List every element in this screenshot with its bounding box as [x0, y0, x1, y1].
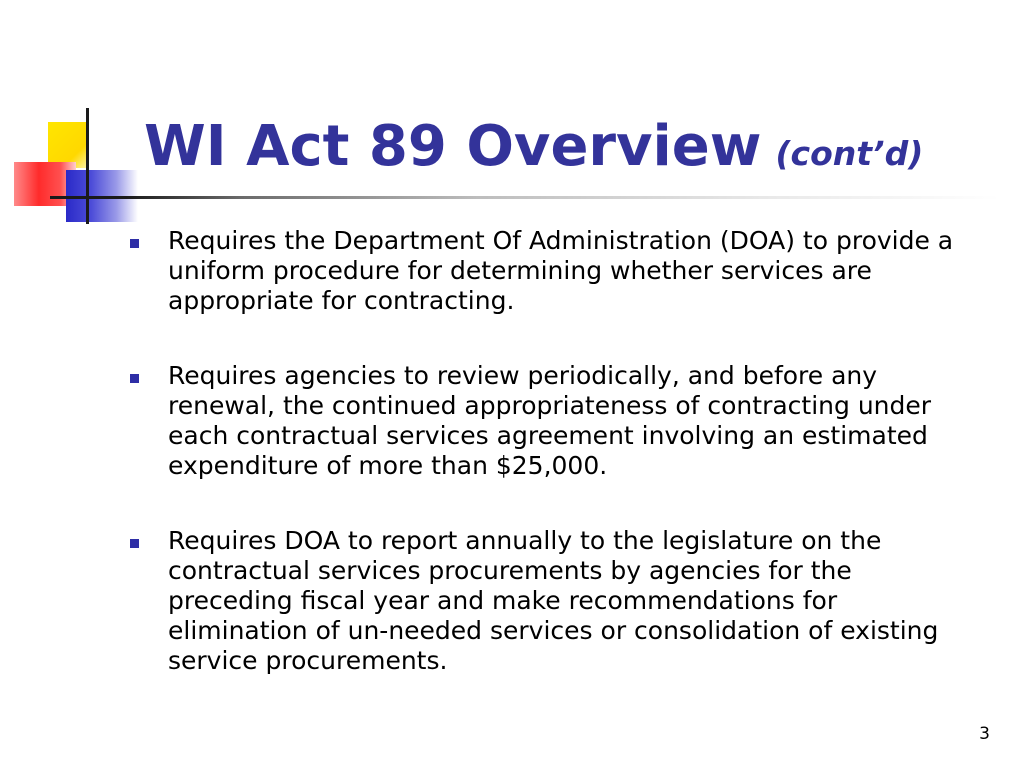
bullet-item: [130, 526, 970, 676]
bullet-item: [130, 361, 970, 481]
slide-title-suffix: (cont’d): [775, 134, 924, 173]
square-bullet-icon: [130, 539, 139, 548]
slide-title-text: WI Act 89 Overview: [144, 114, 762, 179]
bullet-item: [130, 226, 970, 316]
page-number: 3: [979, 724, 990, 744]
square-bullet-icon: [130, 239, 139, 248]
slide-title: [144, 112, 923, 189]
square-bullet-icon: [130, 374, 139, 383]
bullet-text: Requires agencies to review periodically, and before any renewal, the continued appropriateness of contracting under each contractual services agreement involving an estimated expenditure of more than $25,000.: [168, 361, 932, 480]
bullet-text: Requires DOA to report annually to the legislature on the contractual services procurements by agencies for the preceding fiscal year and make recommendations for elimination of un-needed services or consolidation of existing service procurements.: [168, 526, 939, 675]
logo-vertical-line: [86, 108, 89, 224]
title-underline-rule: [50, 196, 1000, 199]
bullet-list: [130, 226, 970, 721]
bullet-text: Requires the Department Of Administration (DOA) to provide a uniform procedure for determining whether services are appropriate for contracting.: [168, 226, 954, 315]
